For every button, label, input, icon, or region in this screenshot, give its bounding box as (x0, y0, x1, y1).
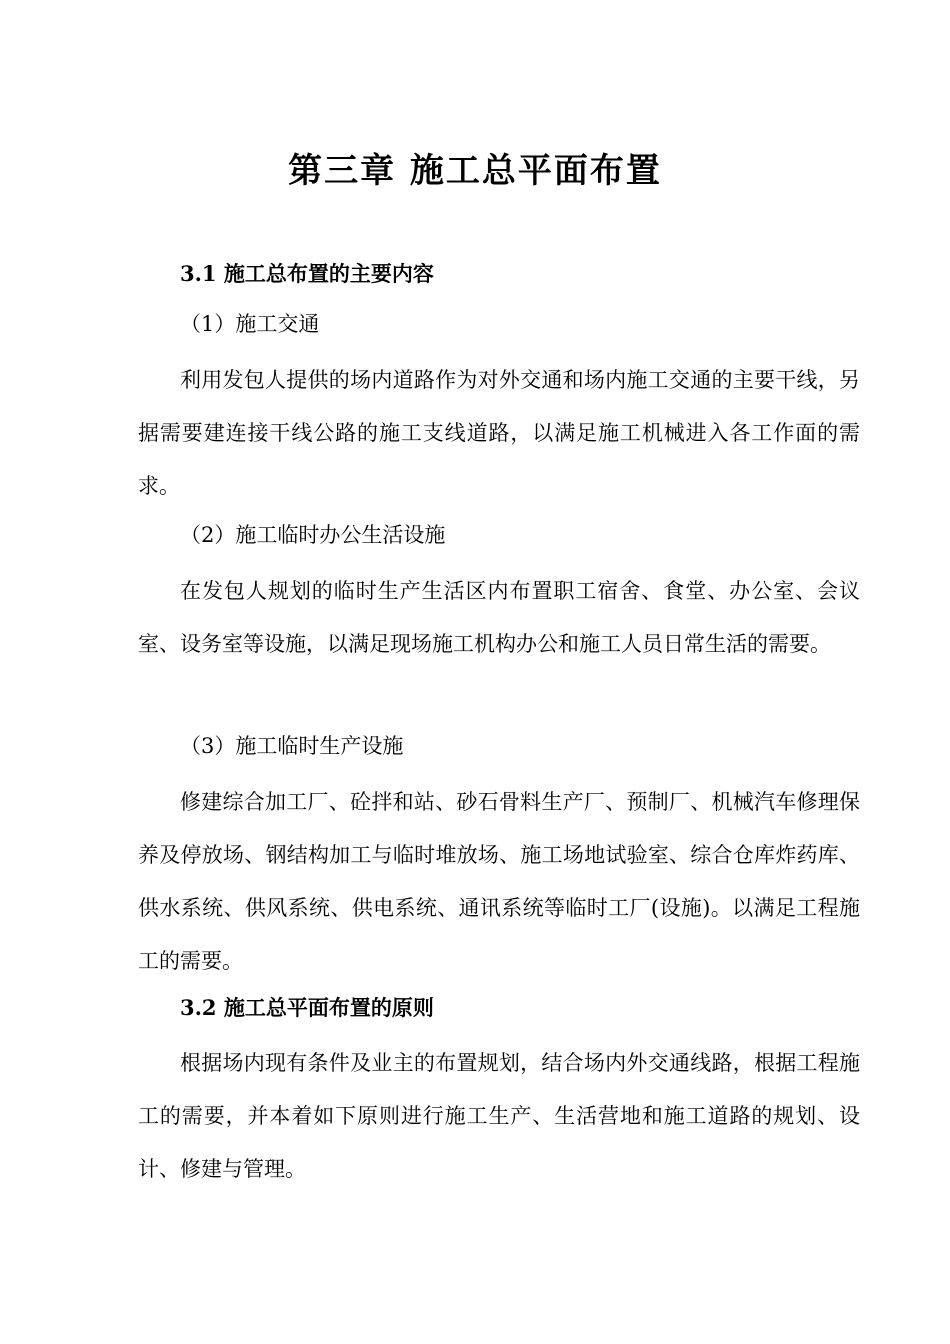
paragraph-temporary-office-living: 在发包人规划的临时生产生活区内布置职工宿舍、食堂、办公室、会议室、设务室等设施，以满足现场施工机构办公和施工人员日常生活的需要。 (138, 579, 860, 656)
section-heading-3-2: 3.2 施工总平面布置的原则 (180, 995, 434, 1020)
section-heading-3-1: 3.1 施工总布置的主要内容 (180, 261, 434, 286)
paragraph-temporary-production: 修建综合加工厂、砼拌和站、砂石骨料生产厂、预制厂、机械汽车修理保养及停放场、钢结构加工与临时堆放场、施工场地试验室、综合仓库炸药库、供水系统、供风系统、供电系统、通讯系统等临时工厂(设施)。以满足工程施工的需要。 (138, 790, 860, 973)
item-heading-temporary-office-living: （2）施工临时办公生活设施 (180, 523, 446, 547)
paragraph-layout-principles: 根据场内现有条件及业主的布置规划，结合场内外交通线路，根据工程施工的需要，并本着如下原则进行施工生产、生活营地和施工道路的规划、设计、修建与管理。 (138, 1051, 860, 1181)
item-heading-construction-traffic: （1）施工交通 (180, 312, 320, 336)
chapter-title: 第三章 施工总平面布置 (288, 151, 662, 191)
item-heading-temporary-production: （3）施工临时生产设施 (180, 734, 404, 758)
paragraph-construction-traffic: 利用发包人提供的场内道路作为对外交通和场内施工交通的主要干线，另据需要建连接干线公路的施工支线道路，以满足施工机械进入各工作面的需求。 (138, 368, 860, 498)
